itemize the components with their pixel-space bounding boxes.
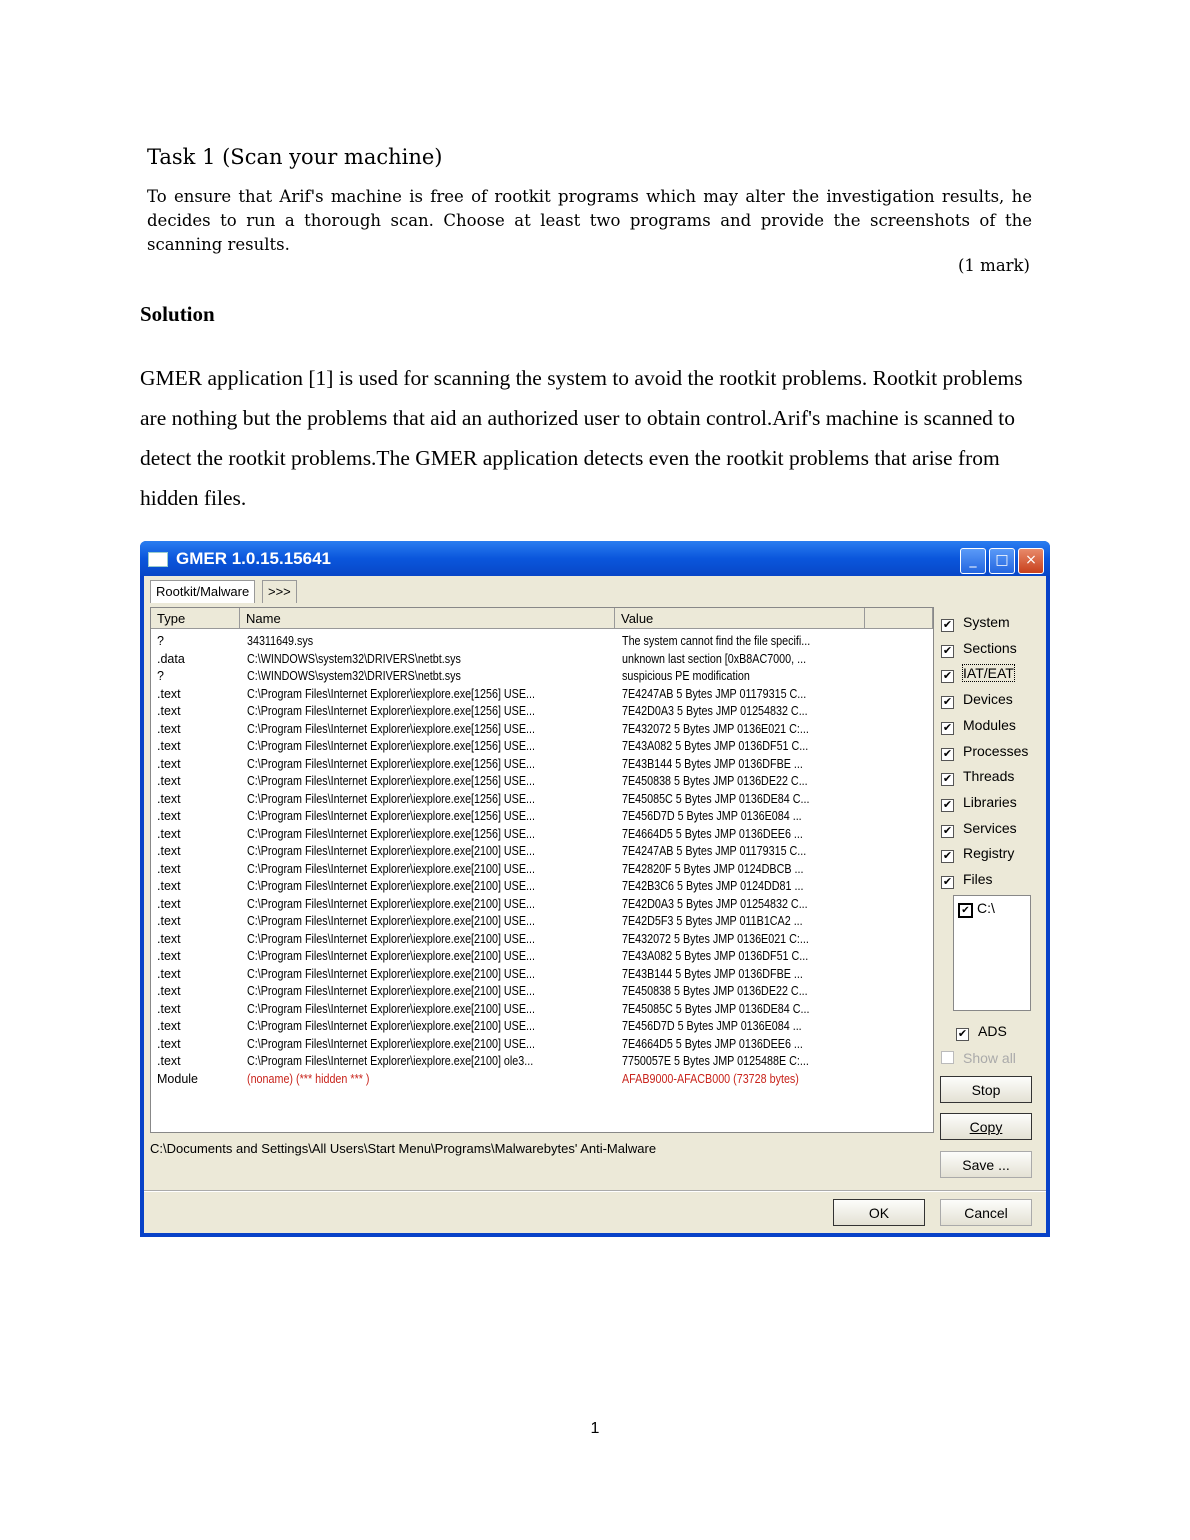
table-row[interactable] <box>151 1018 931 1035</box>
cell-name: C:\Program Files\Internet Explorer\iexplore.exe[2100] USE... <box>247 949 535 963</box>
table-row[interactable] <box>151 738 931 755</box>
table-row[interactable] <box>151 878 931 895</box>
cell-value: 7E45085C 5 Bytes JMP 0136DE84 C... <box>622 791 810 806</box>
cell-type: .text <box>157 704 181 718</box>
cell-type: .text <box>157 984 181 998</box>
table-row[interactable] <box>151 983 931 1000</box>
cell-value: 7E42D0A3 5 Bytes JMP 01254832 C... <box>622 896 808 911</box>
cell-name: C:\Program Files\Internet Explorer\iexplore.exe[2100] USE... <box>247 1019 535 1033</box>
cell-type: .text <box>157 1019 181 1033</box>
table-row[interactable] <box>151 896 931 913</box>
solution-heading: Solution <box>140 302 215 326</box>
option-label: System <box>963 614 1010 630</box>
check-icon: ✔ <box>942 824 953 837</box>
cell-name: C:\Program Files\Internet Explorer\iexplore.exe[2100] USE... <box>247 896 535 911</box>
cancel-button[interactable]: Cancel <box>940 1199 1032 1226</box>
option-processes[interactable] <box>941 742 1028 760</box>
cell-name: C:\Program Files\Internet Explorer\iexplore.exe[1256] USE... <box>247 704 535 718</box>
cell-name: C:\Program Files\Internet Explorer\iexplore.exe[1256] USE... <box>247 774 535 788</box>
option-registry[interactable] <box>941 844 1014 862</box>
table-row[interactable] <box>151 773 931 790</box>
status-path: C:\Documents and Settings\All Users\Start Menu\Programs\Malwarebytes' Anti-Malware <box>150 1141 657 1156</box>
column-header-type[interactable]: Type <box>151 608 240 629</box>
save-button[interactable]: Save ... <box>940 1151 1032 1178</box>
cell-value: 7E4247AB 5 Bytes JMP 01179315 C... <box>622 844 807 858</box>
table-row[interactable] <box>151 861 931 878</box>
cell-name: C:\Program Files\Internet Explorer\iexplore.exe[2100] ole3... <box>247 1054 534 1068</box>
cell-value: 7E456D7D 5 Bytes JMP 0136E084 ... <box>622 1019 802 1033</box>
task-title: Task 1 (Scan your machine) <box>147 145 443 169</box>
cell-type: .text <box>157 756 181 771</box>
check-icon: ✔ <box>942 619 953 631</box>
checkbox-icon <box>941 1051 954 1064</box>
cell-type: .data <box>157 651 185 666</box>
table-row[interactable] <box>151 843 931 860</box>
cell-value: 7E4664D5 5 Bytes JMP 0136DEE6 ... <box>622 826 803 841</box>
cell-name: C:\Program Files\Internet Explorer\iexplore.exe[1256] USE... <box>247 721 535 736</box>
check-icon: ✔ <box>942 747 953 760</box>
cell-name: C:\Program Files\Internet Explorer\iexplore.exe[2100] USE... <box>247 966 535 981</box>
table-row[interactable] <box>151 756 931 773</box>
cell-type: .text <box>157 774 181 788</box>
drives-list[interactable] <box>953 895 1031 1011</box>
cell-type: .text <box>157 1054 181 1068</box>
ads-checkbox[interactable] <box>956 1022 1007 1040</box>
cell-name: 34311649.sys <box>247 634 314 648</box>
cell-value: 7E42D5F3 5 Bytes JMP 011B1CA2 ... <box>622 914 803 928</box>
table-row[interactable] <box>151 703 931 720</box>
cell-value: 7E456D7D 5 Bytes JMP 0136E084 ... <box>622 809 802 823</box>
cell-type: ? <box>157 669 164 683</box>
check-icon: ✔ <box>957 1028 968 1040</box>
tab-rootkit-malware[interactable]: Rootkit/Malware <box>150 580 255 603</box>
option-files[interactable] <box>941 870 993 888</box>
table-row[interactable] <box>151 931 931 948</box>
option-modules[interactable] <box>941 716 1016 734</box>
cell-value: AFAB9000-AFACB000 (73728 bytes) <box>622 1071 799 1086</box>
drive-item[interactable] <box>958 900 995 918</box>
table-row[interactable] <box>151 791 931 808</box>
cell-type: .text <box>157 739 181 753</box>
results-list[interactable] <box>150 607 934 1133</box>
cell-name: C:\Program Files\Internet Explorer\iexplore.exe[1256] USE... <box>247 686 535 701</box>
show-all-label: Show all <box>963 1050 1016 1066</box>
table-row[interactable] <box>151 826 931 843</box>
cell-type: .text <box>157 1001 181 1016</box>
cell-value: unknown last section [0xB8AC7000, ... <box>622 651 807 666</box>
table-row[interactable] <box>151 721 931 738</box>
cell-type: .text <box>157 721 181 736</box>
cell-value: 7E432072 5 Bytes JMP 0136E021 C:... <box>622 721 809 736</box>
cell-name: C:\Program Files\Internet Explorer\iexplore.exe[2100] USE... <box>247 1036 535 1051</box>
option-label: Services <box>963 819 1017 836</box>
minimize-button[interactable]: _ <box>960 548 986 574</box>
cell-type: .text <box>157 686 181 701</box>
cell-value: suspicious PE modification <box>622 669 750 683</box>
drive-label: C:\ <box>977 900 995 916</box>
divider <box>144 1190 1046 1192</box>
check-icon: ✔ <box>942 644 953 657</box>
option-label: Libraries <box>963 793 1017 810</box>
table-row[interactable] <box>151 1071 931 1088</box>
cell-type: .text <box>157 914 181 928</box>
table-row[interactable] <box>151 1036 931 1053</box>
page-number: 1 <box>590 1420 600 1437</box>
cell-name: C:\Program Files\Internet Explorer\iexplore.exe[2100] USE... <box>247 861 535 876</box>
show-all-checkbox[interactable] <box>941 1049 1016 1067</box>
task-mark: (1 mark) <box>958 256 1030 275</box>
cell-value: 7E45085C 5 Bytes JMP 0136DE84 C... <box>622 1001 810 1016</box>
table-row[interactable] <box>151 668 931 685</box>
cell-value: The system cannot find the file specifi... <box>622 634 811 648</box>
cell-type: .text <box>157 1036 181 1051</box>
title-bar <box>140 541 1050 576</box>
window-title: GMER 1.0.15.15641 <box>176 549 331 568</box>
cell-name: C:\Program Files\Internet Explorer\iexplore.exe[2100] USE... <box>247 931 535 946</box>
cell-type: .text <box>157 809 181 823</box>
table-row[interactable] <box>151 686 931 703</box>
task-body: To ensure that Arif's machine is free of rootkit programs which may alter the investigation results, he decides to run a thorough scan. Choose at least two programs and provide the screenshots of the scanning results. <box>147 187 1032 254</box>
cell-value: 7E43A082 5 Bytes JMP 0136DF51 C... <box>622 949 809 963</box>
option-label: Processes <box>963 742 1029 759</box>
cell-value: 7750057E 5 Bytes JMP 0125488E C:... <box>622 1054 809 1068</box>
app-icon <box>148 552 168 567</box>
option-label: IAT/EAT <box>963 665 1014 682</box>
cell-value: 7E43B144 5 Bytes JMP 0136DFBE ... <box>622 756 803 771</box>
window-client <box>144 576 1046 1233</box>
cell-type: ? <box>157 634 164 648</box>
ads-label: ADS <box>978 1023 1007 1039</box>
option-label: Sections <box>963 639 1017 656</box>
option-label: Devices <box>963 691 1013 708</box>
cell-name: C:\Program Files\Internet Explorer\iexplore.exe[2100] USE... <box>247 984 535 998</box>
option-devices[interactable] <box>941 690 1013 708</box>
tab-more[interactable]: >>> <box>262 580 297 603</box>
check-icon: ✔ <box>942 850 953 863</box>
drive-checkbox[interactable]: ✔ <box>958 903 973 918</box>
option-label: Registry <box>963 845 1015 862</box>
table-row[interactable] <box>151 966 931 983</box>
table-row[interactable] <box>151 913 931 930</box>
option-system[interactable] <box>941 613 1010 631</box>
cell-type: .text <box>157 896 181 911</box>
option-label: Threads <box>963 768 1015 785</box>
table-row[interactable] <box>151 1001 931 1018</box>
check-icon: ✔ <box>942 670 953 683</box>
option-iat-eat[interactable] <box>941 664 1014 682</box>
cell-name: C:\WINDOWS\system32\DRIVERS\netbt.sys <box>247 651 461 666</box>
cell-value: 7E42B3C6 5 Bytes JMP 0124DD81 ... <box>622 879 804 893</box>
cell-type: .text <box>157 826 181 841</box>
solution-paragraph: GMER application [1] is used for scanning the system to avoid the rootkit problems. Rootkit problems are nothing but the problems that aid an authorized user to obtain control.Arif's machine is scanned to detect the rootkit problems.The GMER application detects even the rootkit problems that arise from hidden files. <box>140 366 1023 510</box>
table-row[interactable] <box>151 651 931 668</box>
ok-button[interactable]: OK <box>833 1199 925 1226</box>
cell-name: C:\Program Files\Internet Explorer\iexplore.exe[2100] USE... <box>247 879 535 893</box>
option-label: Files <box>963 871 993 887</box>
cell-name: C:\Program Files\Internet Explorer\iexplore.exe[1256] USE... <box>247 756 535 771</box>
check-icon: ✔ <box>942 696 953 709</box>
table-row[interactable] <box>151 808 931 825</box>
cell-type: .text <box>157 931 181 946</box>
column-header-name[interactable]: Name <box>240 608 615 629</box>
cell-name: C:\Program Files\Internet Explorer\iexplore.exe[2100] USE... <box>247 844 535 858</box>
check-icon: ✔ <box>942 721 953 734</box>
cell-value: 7E42D0A3 5 Bytes JMP 01254832 C... <box>622 704 808 718</box>
cell-value: 7E4664D5 5 Bytes JMP 0136DEE6 ... <box>622 1036 803 1051</box>
cell-type: .text <box>157 949 181 963</box>
option-threads[interactable] <box>941 767 1014 785</box>
table-row[interactable] <box>151 1053 931 1070</box>
stop-button[interactable]: Stop <box>940 1076 1032 1103</box>
cell-name: C:\Program Files\Internet Explorer\iexplore.exe[1256] USE... <box>247 791 535 806</box>
column-header-empty[interactable] <box>865 608 933 629</box>
cell-value: 7E43A082 5 Bytes JMP 0136DF51 C... <box>622 739 809 753</box>
check-icon: ✔ <box>942 773 953 786</box>
option-label: Modules <box>963 716 1016 733</box>
cell-value: 7E4247AB 5 Bytes JMP 01179315 C... <box>622 686 807 701</box>
cell-name: (noname) (*** hidden *** ) <box>247 1071 370 1086</box>
cell-type: Module <box>157 1071 198 1086</box>
maximize-button[interactable]: □ <box>989 548 1015 574</box>
option-services[interactable] <box>941 819 1017 837</box>
cell-type: .text <box>157 879 181 893</box>
copy-button[interactable]: Copy <box>940 1113 1032 1140</box>
gmer-window <box>140 541 1050 1237</box>
table-row[interactable] <box>151 633 931 650</box>
cell-name: C:\WINDOWS\system32\DRIVERS\netbt.sys <box>247 669 461 683</box>
cell-name: C:\Program Files\Internet Explorer\iexplore.exe[2100] USE... <box>247 1001 535 1016</box>
cell-type: .text <box>157 861 181 876</box>
cell-type: .text <box>157 966 181 981</box>
option-sections[interactable] <box>941 639 1017 657</box>
column-header-value[interactable]: Value <box>615 608 865 629</box>
cell-value: 7E432072 5 Bytes JMP 0136E021 C:... <box>622 931 809 946</box>
cell-value: 7E42820F 5 Bytes JMP 0124DBCB ... <box>622 861 804 876</box>
cell-name: C:\Program Files\Internet Explorer\iexplore.exe[1256] USE... <box>247 809 535 823</box>
check-icon: ✔ <box>942 876 953 888</box>
cell-name: C:\Program Files\Internet Explorer\iexplore.exe[2100] USE... <box>247 914 535 928</box>
cell-type: .text <box>157 791 181 806</box>
cell-value: 7E43B144 5 Bytes JMP 0136DFBE ... <box>622 966 803 981</box>
cell-value: 7E450838 5 Bytes JMP 0136DE22 C... <box>622 984 808 998</box>
cell-name: C:\Program Files\Internet Explorer\iexplore.exe[1256] USE... <box>247 826 535 841</box>
cell-name: C:\Program Files\Internet Explorer\iexplore.exe[1256] USE... <box>247 739 535 753</box>
option-libraries[interactable] <box>941 793 1017 811</box>
table-row[interactable] <box>151 948 931 965</box>
check-icon: ✔ <box>942 798 953 811</box>
cell-type: .text <box>157 844 181 858</box>
close-button[interactable]: × <box>1018 548 1044 574</box>
cell-value: 7E450838 5 Bytes JMP 0136DE22 C... <box>622 774 808 788</box>
